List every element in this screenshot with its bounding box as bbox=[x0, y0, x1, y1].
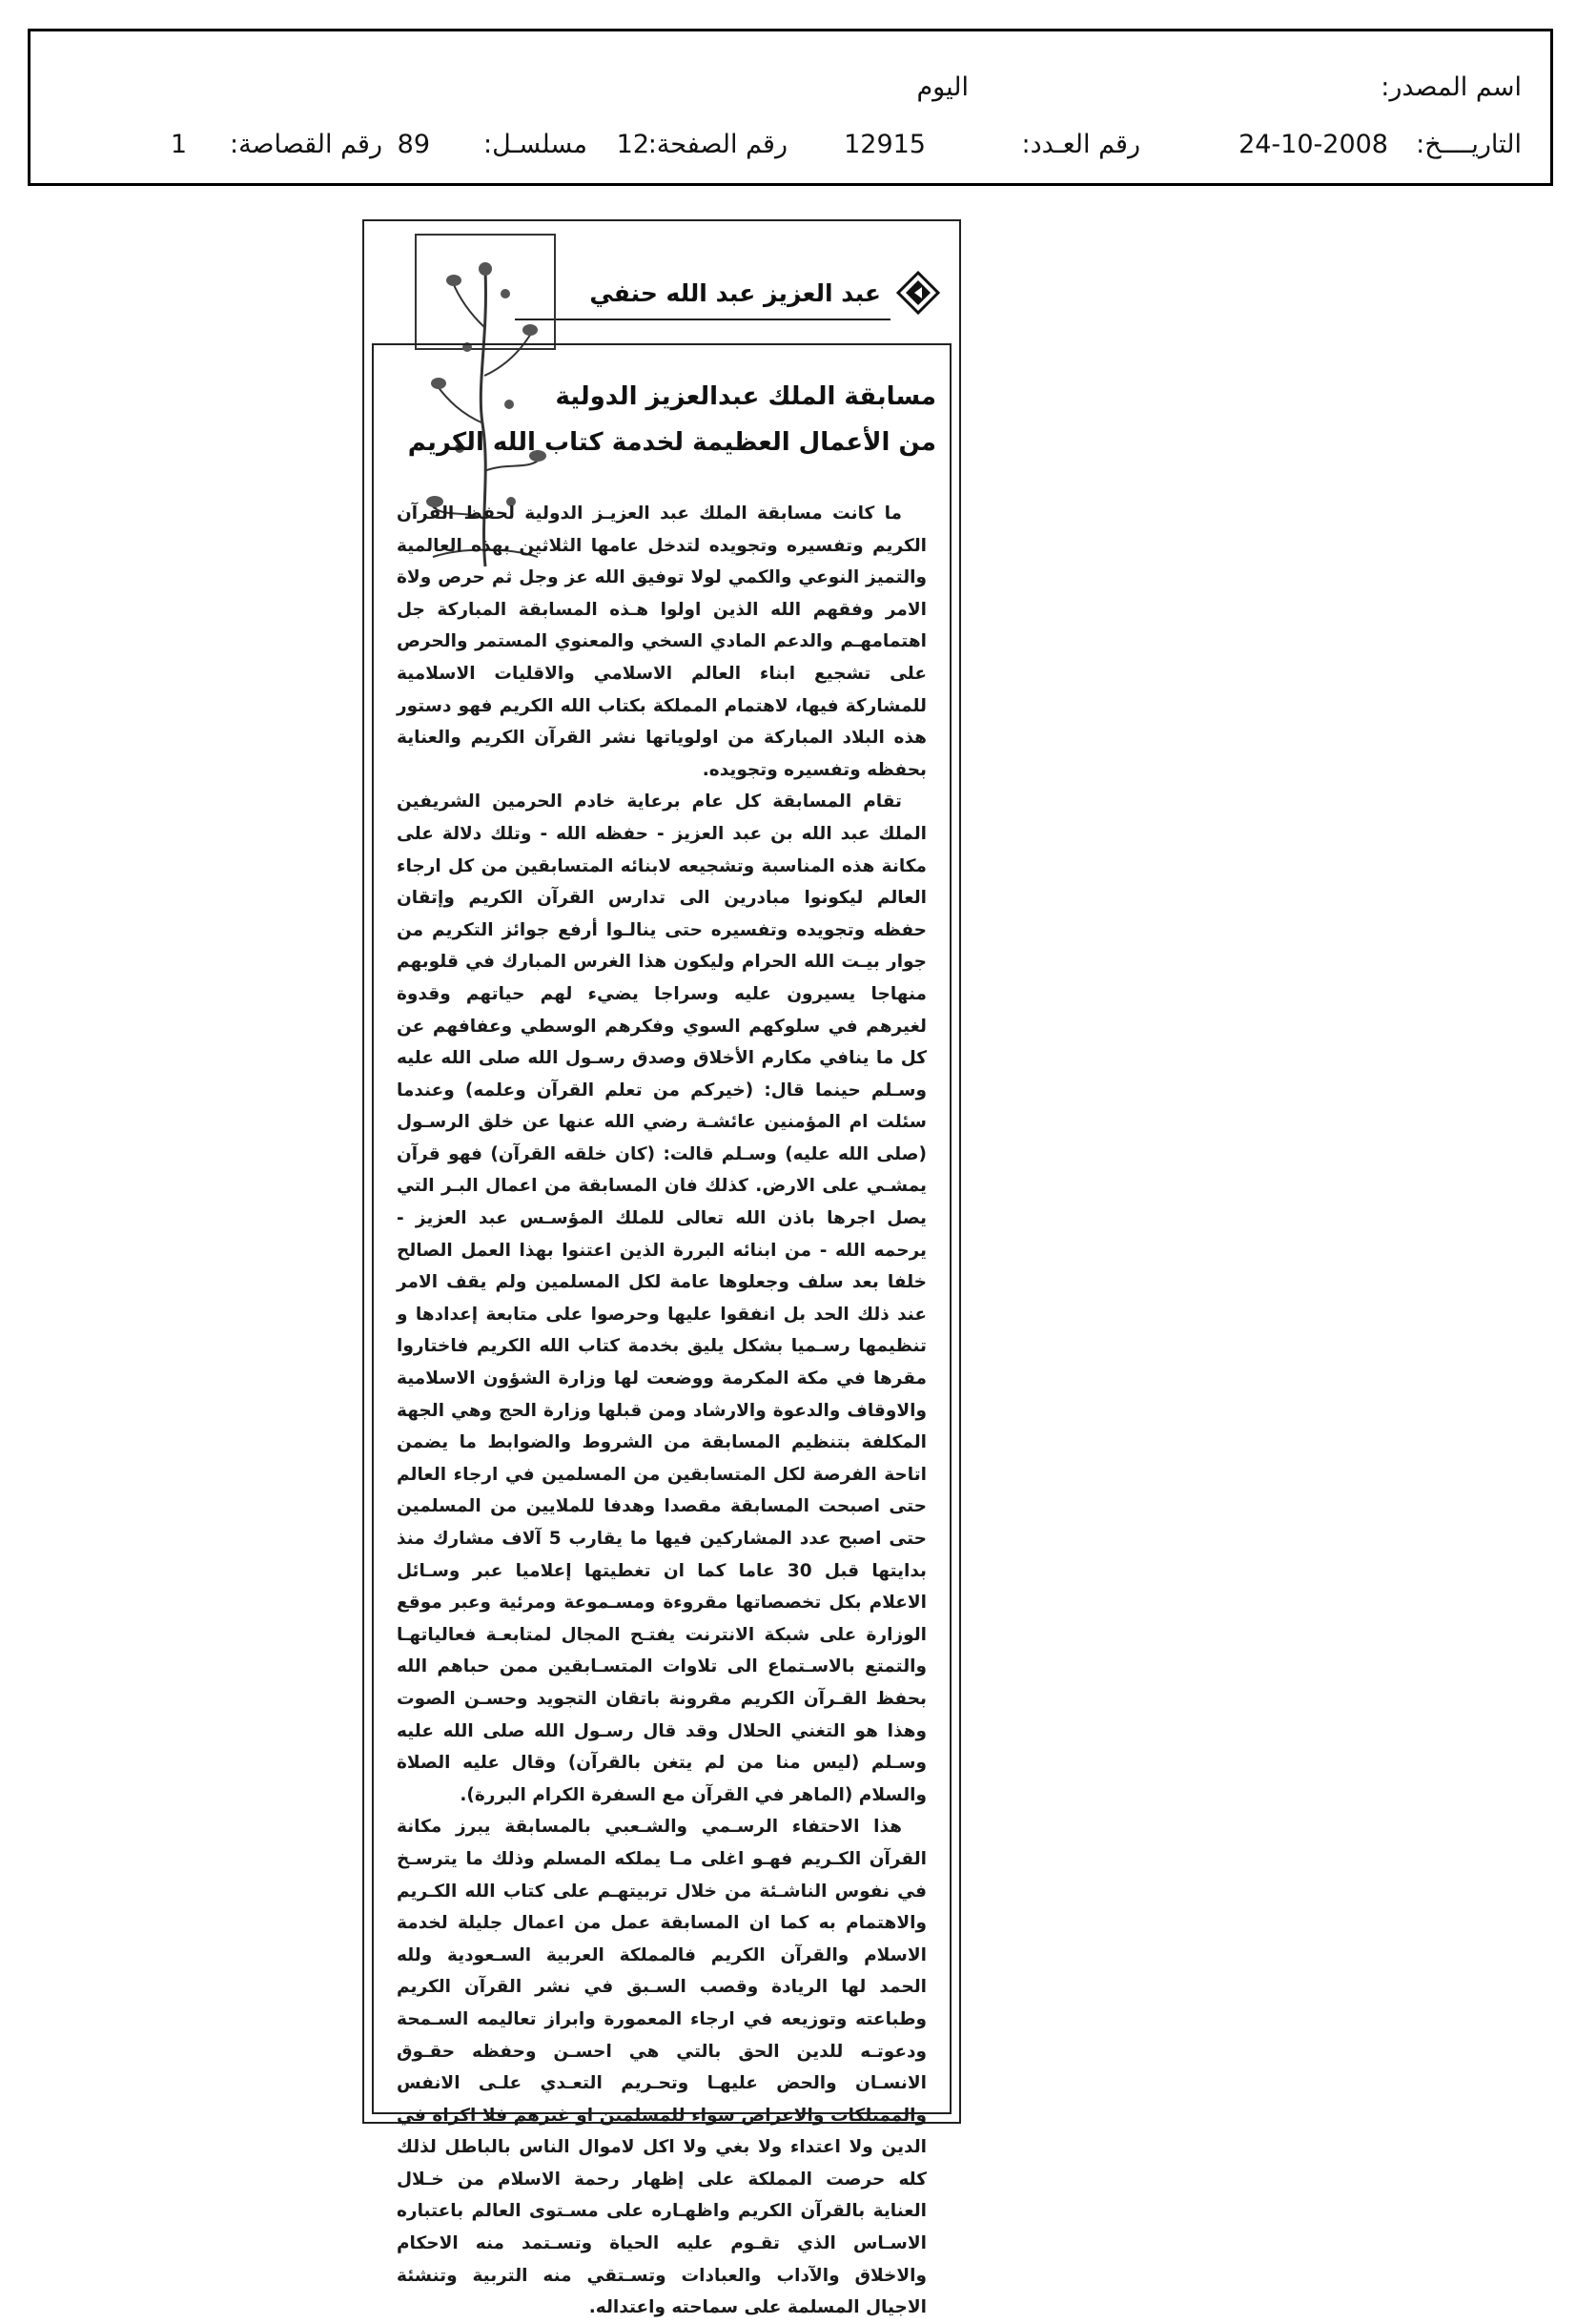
article-headline bbox=[407, 374, 936, 465]
article-paragraph-2: تقام المسابقة كل عام برعاية خادم الحرمين الشريفين الملك عبد الله بن عبد العزيز - حفظه الله - وتلك دلالة على مكانة هذه المناسبة وتشجيعه لابنائه المتسابقين من كل ارجاء العالم ليكونوا مبادرين الى تدارس القرآن الكريم وإتقان حفظه وتجويده وتفسيره حتى ينالـوا أرفع جوائز التكريم من جوار بيـت الله الحرام وليكون هذا الغرس المبارك في قلوبهم منهاجا يسيرون عليه وسراجا يضيء لهم حياتهم وقدوة لغيرهم في سلوكهم السوي وفكرهم الوسطي وعفافهم عن كل ما ينافي مكارم الأخلاق وصدق رسـول الله صلى الله عليه وسـلم حينما قال: (خيركم من تعلم القرآن وعلمه) وعندما سئلت ام المؤمنين عائشـة رضي الله عنها عن خلق الرسـول (صلى الله عليه) وسـلم قالت: (كان خلقه القرآن) فهو قرآن يمشـي على الارض. كذلك فان المسابقة من اعمال البـر التي يصل اجرها باذن الله تعالى للملك المؤسـس عبد العزيز - يرحمه الله - من ابنائه البررة الذين اعتنوا بهذا العمل الصالح خلفا بعد سلف وجعلوها عامة لكل المسلمين ولم يقف الامر عند ذلك الحد بل انفقوا عليها وحرصوا على متابعة إعدادها و تنظيمها رسـميا بشكل يليق بخدمة كتاب الله الكريم فاختاروا مقرها في مكة المكرمة ووضعت لها وزارة الشؤون الاسلامية والاوقاف والدعوة والارشاد ومن قبلها وزارة الحج وهي الجهة المكلفة بتنظيم المسابقة من الشروط والضوابط ما يضمن اتاحة الفرصة لكل المتسابقين من المسلمين في ارجاء العالم حتى اصبحت المسابقة مقصدا وهدفا للملايين من المسلمين حتى اصبح عدد المشاركين فيها ما يقارب 5 آلاف مشارك منذ بدايتها قبل 30 عاما كما ان تغطيتها إعلاميا عبر وسـائل الاعلام بكل تخصصاتها مقروءة ومسـموعة ومرئية وعبر موقع الوزارة على شبكة الانترنت يفتـح المجال لمتابعـة فعالياتهـا والتمتع بالاسـتماع الى تلاوات المتسـابقين ممن حباهم الله بحفظ القـرآن الكريم مقرونة باتقان التجويد وحسـن الصوت وهذا هو التغني الحلال وقد قال رسـول الله صلى الله عليه وسـلم (ليس منا من لم يتغن بالقرآن) وقال عليه الصلاة والسلام (الماهر في القرآن مع السفرة الكرام البررة). bbox=[397, 792, 927, 1805]
article-body bbox=[397, 498, 927, 2324]
byline-bar bbox=[515, 267, 950, 324]
metadata-row-details bbox=[31, 121, 1550, 169]
clip-number-value: 1 bbox=[170, 130, 187, 159]
metadata-row-source bbox=[31, 64, 1550, 112]
headline-line-1: مسابقة الملك عبدالعزيز الدولية bbox=[555, 382, 936, 411]
date-value: 24-10-2008 bbox=[1238, 130, 1388, 159]
diamond-arrow-icon bbox=[896, 271, 940, 315]
source-value: اليوم bbox=[916, 72, 969, 102]
date-label: التاريــــخ: bbox=[1416, 130, 1522, 159]
headline-line-2: من الأعمال العظيمة لخدمة كتاب الله الكريم bbox=[407, 428, 936, 457]
issue-label: رقم العـدد: bbox=[1021, 130, 1140, 159]
serial-value: 89 bbox=[397, 130, 430, 159]
serial-label: مسلسـل: bbox=[482, 130, 587, 159]
page-value: 12 bbox=[616, 130, 649, 159]
article-paragraph-1: ما كانت مسابقة الملك عبد العزيـز الدولية لحفظ القرآن الكريم وتفسيره وتجويده لتدخل عامها الثلاثين بهذه العالمية والتميز النوعي والكمي لولا توفيق الله عز وجل ثم حرص ولاة الامر وفقهم الله الذين اولوا هـذه المسابقة المباركة جل اهتمامهـم والدعم المادي السخي والمعنوي المستمر والحرص على تشجيع ابناء العالم الاسلامي والاقليات الاسلامية للمشاركة فيها، لاهتمام المملكة بكتاب الله الكريم فهو دستور هذه البلاد المباركة من اولوياتها نشر القرآن الكريم والعناية بحفظه وتفسيره وتجويده. bbox=[397, 504, 927, 780]
article-clipping bbox=[362, 219, 961, 2318]
article-author: عبد العزيز عبد الله حنفي bbox=[589, 279, 881, 307]
issue-value: 12915 bbox=[844, 130, 926, 159]
clipping-metadata-box bbox=[28, 29, 1553, 186]
clip-number-label: رقم القصاصة: bbox=[229, 130, 382, 159]
byline-divider bbox=[515, 319, 890, 320]
page-label: رقم الصفحة: bbox=[647, 130, 788, 159]
article-paragraph-3: هذا الاحتفاء الرسـمي والشـعبي بالمسابقة يبرز مكانة القرآن الكـريم فهـو اغلى مـا يملكه المسلم وذلك ما يترسـخ في نفوس الناشـئة من خلال تربيتهـم على كتاب الله الكـريم والاهتمام به كما ان المسابقة عمل من اعمال جليلة لخدمة الاسلام والقرآن الكريم فالمملكة العربية السـعودية ولله الحمد لها الريادة وقصب السـبق في نشر القرآن الكريم وطباعته وتوزيعه في ارجاء المعمورة وابراز تعاليمه السـمحة ودعوتـه للدين الحق بالتي هي احسـن وحفظه حقـوق الانسـان والحض عليهـا وتحـريم التعـدي علـى الانفس والممتلكات والاعراض سواء للمسلمين او غيرهم فلا اكراه في الدين ولا اعتداء ولا بغي ولا اكل لاموال الناس بالباطل لذلك كله حرصت المملكة على إظهار رحمة الاسلام من خـلال العناية بالقرآن الكريم واظهـاره على مسـتوى العالم باعتباره الاسـاس الذي تقـوم عليه الحياة وتسـتمد منه الاحكام والاخلاق والآداب والعبادات وتسـتقي منه التربية وتنشئة الاجيال المسلمة على سماحته واعتداله. bbox=[397, 1817, 927, 2318]
source-label: اسم المصدر: bbox=[1381, 72, 1522, 102]
